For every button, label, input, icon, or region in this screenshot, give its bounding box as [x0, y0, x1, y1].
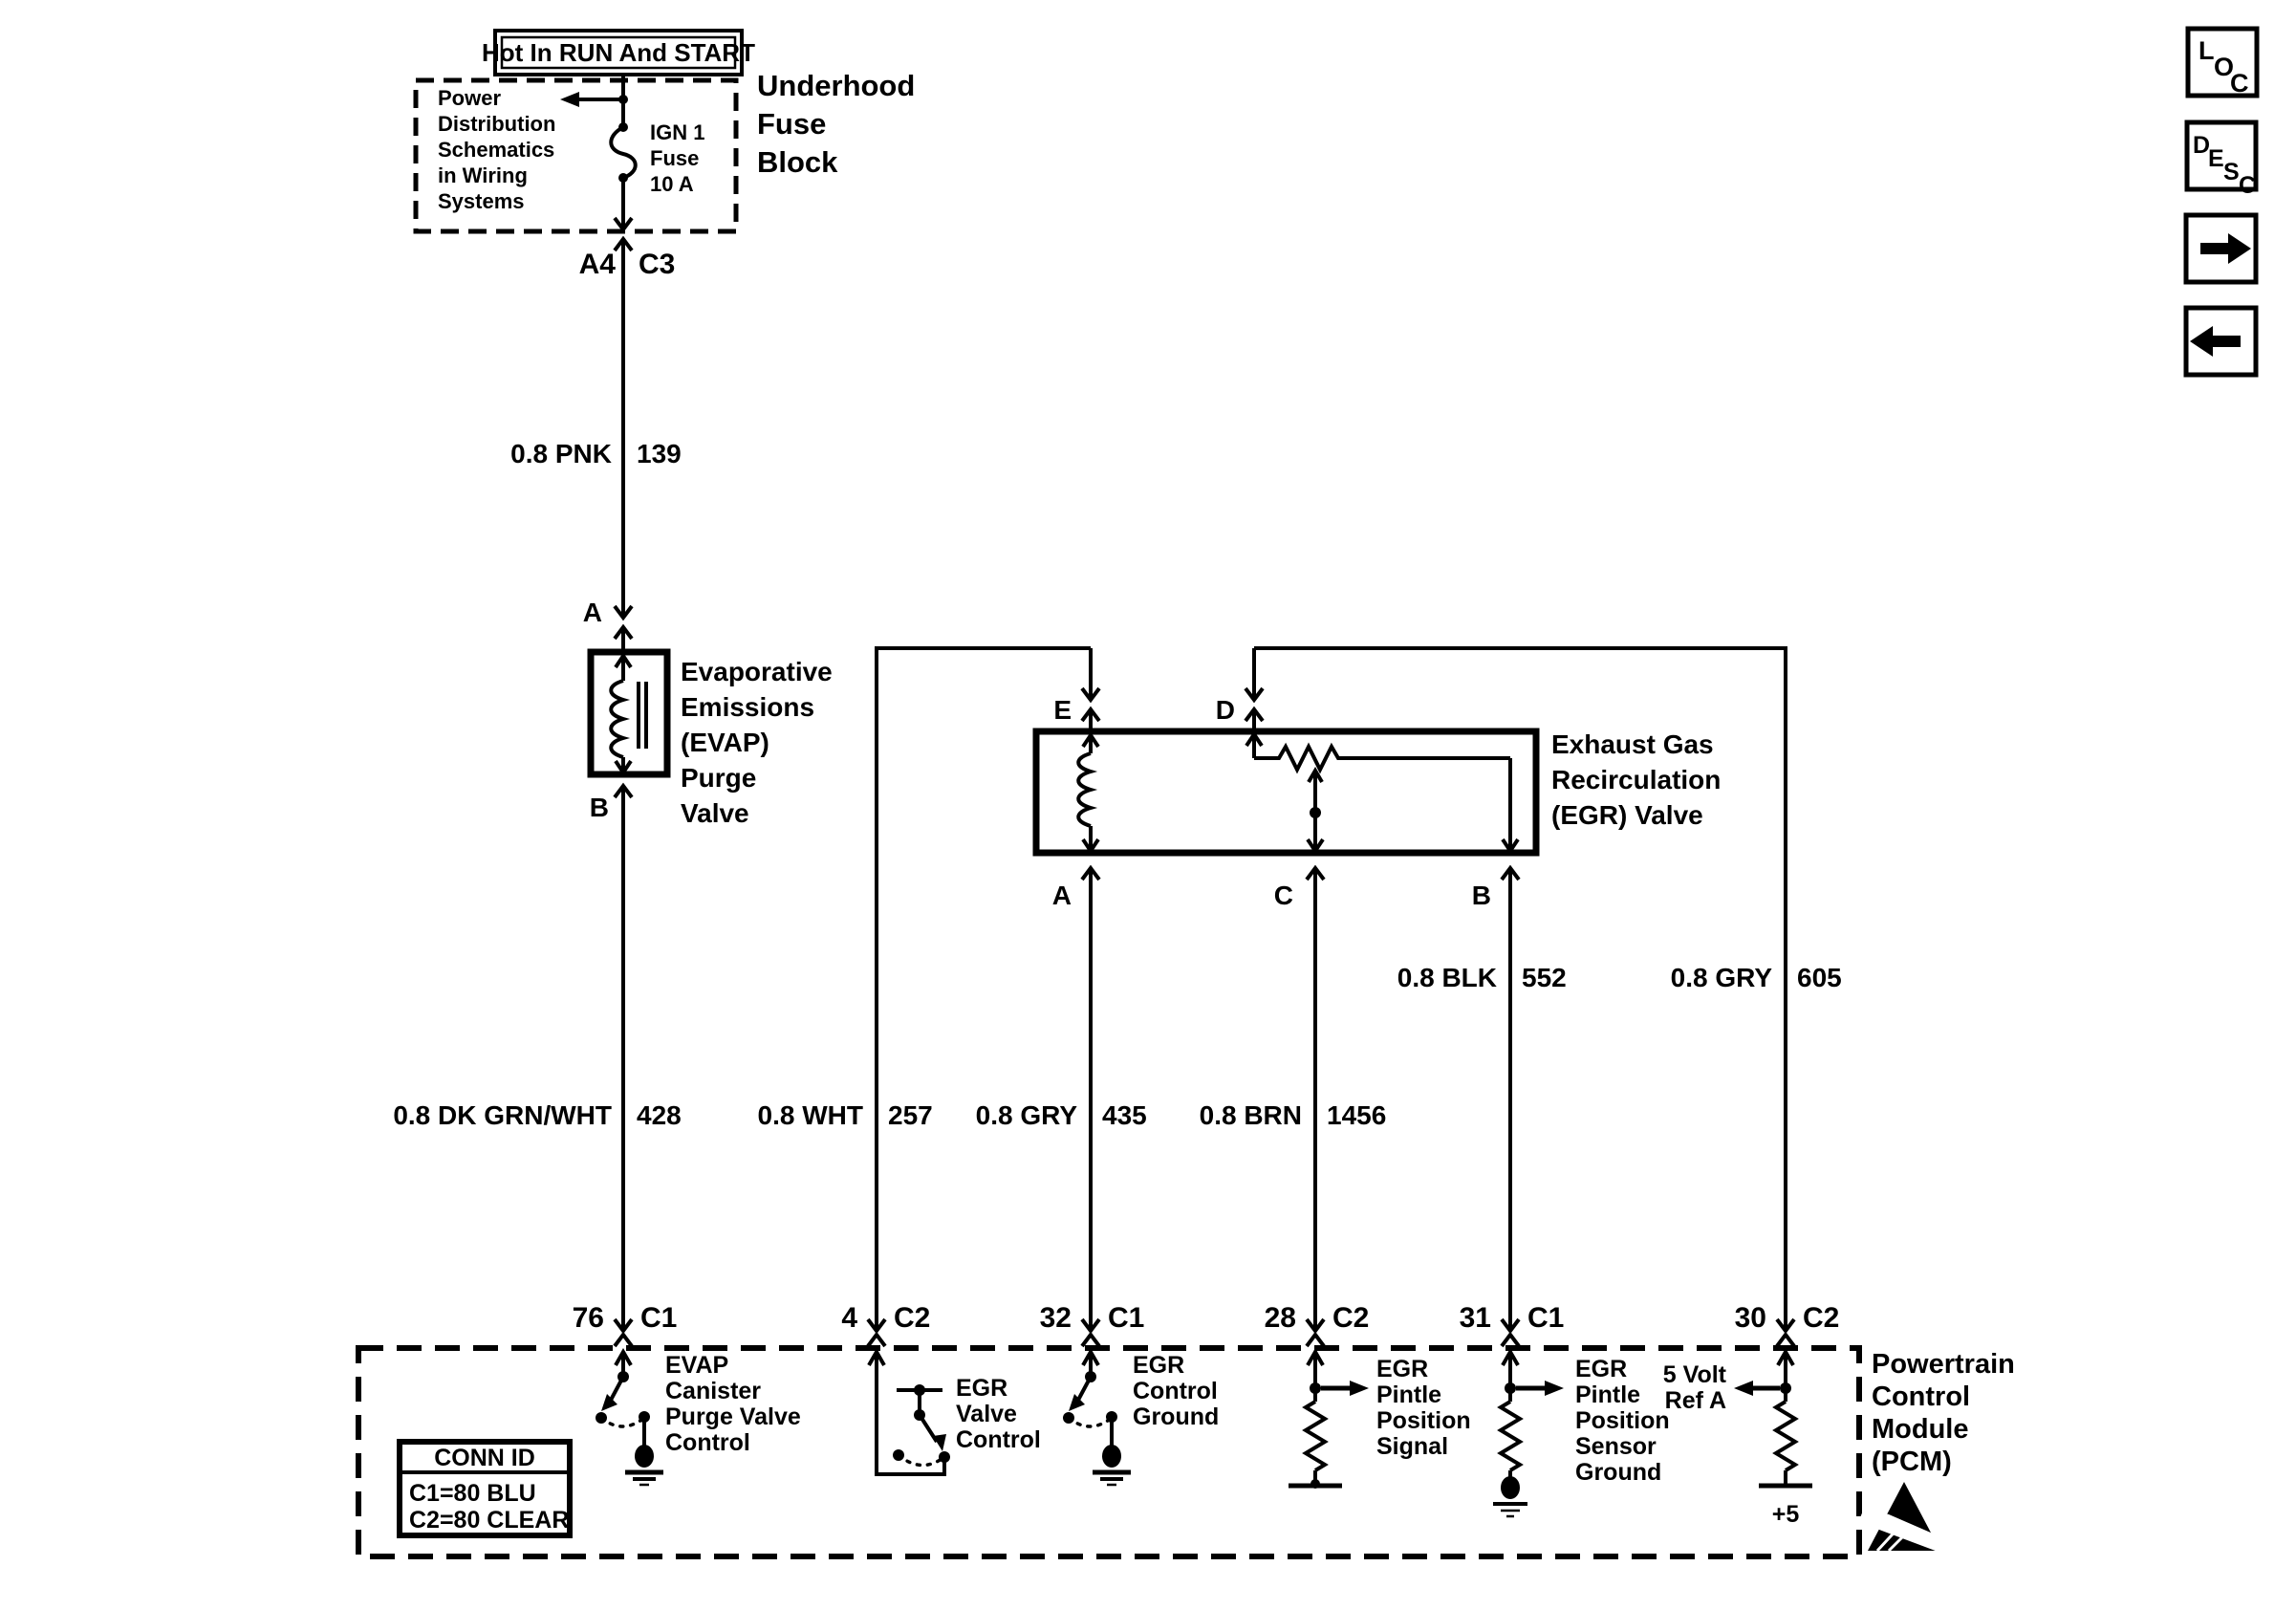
wire-circuit-number: 1456	[1327, 1100, 1387, 1130]
connector-id-c3: C3	[639, 249, 676, 280]
wire-label: 0.8 GRY	[1670, 963, 1772, 992]
wire-circuit-number: 605	[1797, 963, 1842, 992]
pin-number: 4	[841, 1302, 857, 1334]
evap-terminal-a: A	[582, 598, 602, 627]
loc-letter: L	[2199, 36, 2215, 65]
wire-label: 0.8 PNK	[510, 439, 612, 468]
loc-letter: O	[2214, 53, 2235, 81]
pin-number: 76	[572, 1302, 604, 1334]
desc-letter: S	[2223, 159, 2240, 185]
pcm-pin-4-junction	[841, 1302, 930, 1365]
egr-terminal-a: A	[1051, 881, 1072, 910]
fuse-block-title: Fuse	[757, 107, 827, 141]
ground-symbol	[625, 1445, 663, 1485]
fuse-note-line: Schematics	[438, 138, 555, 162]
pcm-title-line: (PCM)	[1872, 1447, 1952, 1477]
evap-valve-label: Purge	[681, 763, 757, 793]
evap-valve-label: (EVAP)	[681, 728, 769, 757]
a4-c3-connector	[579, 218, 676, 280]
wire-circuit-number: 139	[637, 439, 682, 468]
pcm-title-line: Powertrain	[1872, 1349, 2015, 1380]
pin-number: 32	[1039, 1302, 1072, 1334]
conn-id-title: CONN ID	[434, 1445, 535, 1471]
desc-button[interactable]	[2187, 122, 2256, 199]
conn-id-row: C1=80 BLU	[409, 1480, 536, 1507]
pcm-fn-label: Control	[1133, 1378, 1218, 1404]
wire-label: 0.8 DK GRN/WHT	[393, 1100, 612, 1130]
pcm-fn-label: Ground	[1133, 1403, 1220, 1430]
evap-solenoid-coil	[611, 656, 646, 772]
pin-connector-id: C1	[1108, 1302, 1145, 1334]
pcm-fn-label: Control	[665, 1429, 750, 1456]
evap-valve-outline	[591, 652, 667, 774]
wire-dkgrnwht-428	[393, 786, 681, 1331]
ign1-fuse-symbol	[611, 122, 636, 183]
wire-circuit-number: 435	[1102, 1100, 1147, 1130]
pin-connector-id: C1	[640, 1302, 678, 1334]
pintle-ground-circuit	[1493, 1381, 1564, 1516]
evap-valve-label: Emissions	[681, 692, 815, 722]
fuse-note-line: in Wiring	[438, 163, 528, 187]
pcm-fn-label: Ref A	[1664, 1387, 1726, 1414]
conn-id-table	[400, 1442, 570, 1535]
ground-symbol	[1493, 1476, 1527, 1516]
wire-wht-257	[758, 648, 1091, 1331]
evap-terminal-b: B	[589, 793, 609, 822]
egr-terminal-e: E	[1053, 695, 1072, 725]
fuse-rating-line: Fuse	[650, 146, 700, 170]
wire-blk-552	[1397, 868, 1567, 1331]
loc-letter: C	[2230, 69, 2249, 98]
egr-valve	[1036, 648, 1721, 910]
desc-letter: C	[2239, 172, 2257, 199]
egr-valve-label: Recirculation	[1551, 765, 1722, 794]
esd-warning-icon	[1858, 1482, 1946, 1553]
pcm-fn-label: 5 Volt	[1662, 1361, 1726, 1388]
prev-page-button[interactable]	[2186, 308, 2256, 375]
pcm-fn-label: Position	[1575, 1407, 1670, 1434]
fuse-note-line: Power	[438, 86, 502, 110]
desc-letter: D	[2193, 132, 2211, 159]
egr-terminal-d: D	[1215, 695, 1235, 725]
wire-pnk-139	[510, 239, 682, 618]
pcm-fn-label: Canister	[665, 1378, 762, 1404]
pin-number: 31	[1459, 1302, 1491, 1334]
pcm-fn-label: Signal	[1376, 1433, 1449, 1460]
loc-button[interactable]	[2188, 29, 2257, 98]
pcm-title-line: Module	[1872, 1414, 1969, 1445]
pcm-fn-label: EGR	[1133, 1352, 1185, 1379]
wire-circuit-number: 552	[1522, 963, 1567, 992]
evap-valve-label: Valve	[681, 798, 749, 828]
fuse-note-line: Systems	[438, 189, 525, 213]
wire-circuit-number: 257	[888, 1100, 933, 1130]
pin-connector-id: C2	[894, 1302, 931, 1334]
pcm-fn-label: Pintle	[1575, 1382, 1641, 1408]
pin-connector-id: C1	[1527, 1302, 1565, 1334]
evap-purge-valve	[583, 598, 833, 828]
egr-driver-switch	[877, 1352, 950, 1474]
pin-number: 28	[1264, 1302, 1296, 1334]
evap-driver-switch	[596, 1371, 663, 1485]
desc-letter: E	[2208, 145, 2224, 172]
egr-ground-switch	[1063, 1371, 1131, 1485]
pin-number: 30	[1734, 1302, 1766, 1334]
resistor-symbol	[1306, 1402, 1325, 1470]
wire-label: 0.8 GRY	[975, 1100, 1077, 1130]
right-arrow-icon	[2200, 233, 2251, 264]
pcm-fn-label: Control	[956, 1426, 1041, 1453]
connector-cavity-a4: A4	[578, 249, 616, 280]
pin-connector-id: C2	[1803, 1302, 1840, 1334]
pcm-fn-label: EGR	[1376, 1356, 1429, 1382]
wire-gry-435	[976, 868, 1147, 1331]
pcm-fn-label: Valve	[956, 1401, 1017, 1427]
pcm-fn-label: Ground	[1575, 1459, 1662, 1486]
fuse-rating-line: 10 A	[650, 172, 694, 196]
ground-symbol	[1093, 1445, 1131, 1485]
hot-in-run-callout	[482, 31, 755, 75]
egr-valve-label: Exhaust Gas	[1551, 729, 1714, 759]
wire-circuit-number: 428	[637, 1100, 682, 1130]
underhood-fuse-block	[416, 69, 915, 231]
fuse-rating-line: IGN 1	[650, 120, 705, 144]
conn-id-row: C2=80 CLEAR	[409, 1507, 570, 1534]
fuse-block-title: Block	[757, 145, 838, 179]
fuse-block-title: Underhood	[757, 69, 916, 102]
pcm-fn-label: Position	[1376, 1407, 1471, 1434]
wire-label: 0.8 BRN	[1199, 1100, 1302, 1130]
egr-terminal-e-connector	[1053, 688, 1099, 731]
wire-label: 0.8 WHT	[757, 1100, 863, 1130]
pcm-fn-label: Purge Valve	[665, 1403, 801, 1430]
egr-valve-label: (EGR) Valve	[1551, 800, 1703, 830]
egr-terminal-c: C	[1273, 881, 1293, 910]
nav-toolbar	[2186, 29, 2257, 375]
fuse-note-line: Distribution	[438, 112, 556, 136]
egr-pintle-potentiometer	[1246, 734, 1518, 851]
pcm-fn-label: EGR	[956, 1375, 1008, 1402]
left-arrow-icon	[2190, 326, 2241, 357]
egr-terminal-b: B	[1471, 881, 1491, 910]
five-volt-ref-circuit	[1663, 1361, 1812, 1528]
resistor-symbol	[1501, 1402, 1520, 1470]
wire-label: 0.8 BLK	[1397, 963, 1497, 992]
power-tap-arrow	[560, 92, 579, 107]
pin-connector-id: C2	[1332, 1302, 1370, 1334]
pintle-signal-circuit	[1289, 1381, 1369, 1489]
plus5-rail-label: +5	[1771, 1501, 1800, 1528]
pcm-title	[1872, 1349, 2015, 1477]
hot-in-run-label: Hot In RUN And START	[482, 38, 755, 67]
wire-brn-1456	[1200, 868, 1387, 1331]
pcm-fn-label: EGR	[1575, 1356, 1628, 1382]
pcm-fn-label: EVAP	[665, 1352, 729, 1379]
next-page-button[interactable]	[2186, 215, 2256, 282]
pcm-fn-label: Sensor	[1575, 1433, 1657, 1460]
evap-valve-label: Evaporative	[681, 657, 833, 686]
egr-solenoid-coil	[1078, 735, 1098, 851]
pcm-title-line: Control	[1872, 1382, 1971, 1412]
resistor-symbol	[1776, 1402, 1795, 1470]
egr-terminal-d-connector	[1216, 688, 1263, 731]
pcm-module	[358, 1302, 1859, 1556]
pcm-fn-label: Pintle	[1376, 1382, 1442, 1408]
